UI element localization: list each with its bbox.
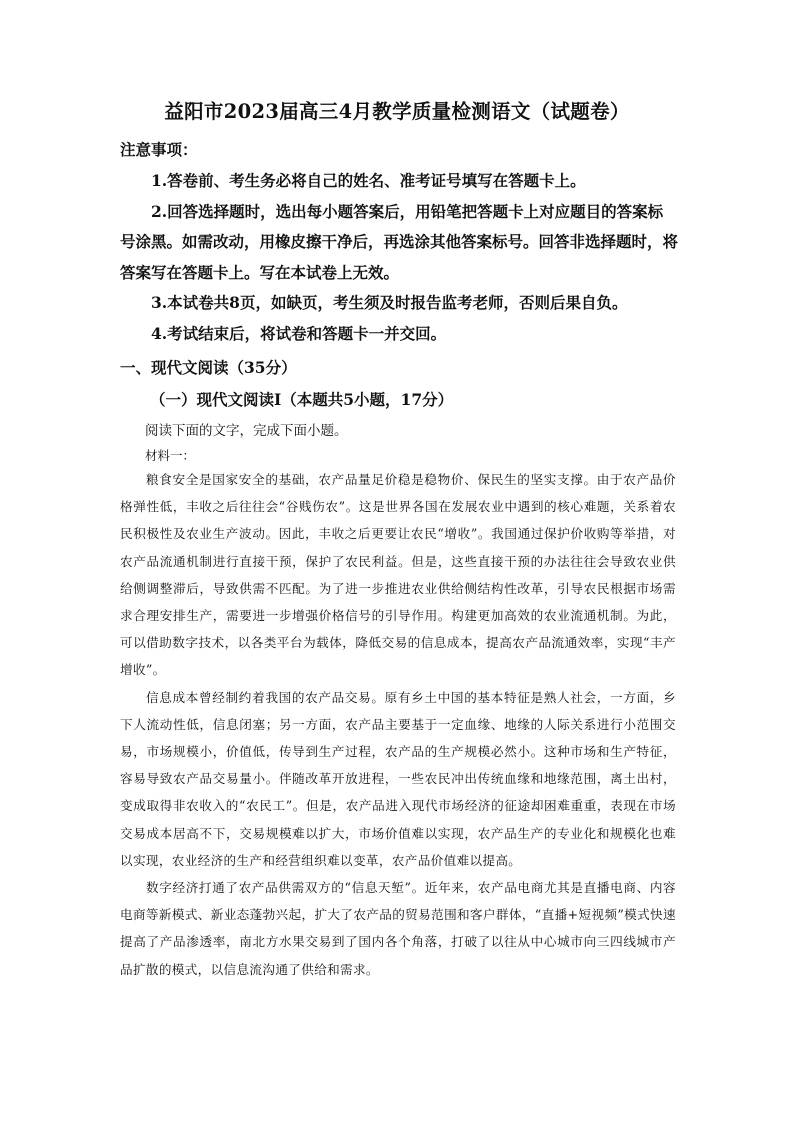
material-body (120, 466, 676, 983)
notice-item-2: 2.回答选择题时，选出每小题答案后，用铅笔把答题卡上对应题目的答案标号涂黑。如需改动，用橡皮擦干净后，再选涂其他答案标号。回答非选择题时，将答案写在答题卡上。写在本试卷上无效。 (120, 201, 679, 282)
notice-item-3: 3.本试卷共8页，如缺页，考生须及时报告监考老师，否则后果自负。 (151, 293, 628, 312)
paragraph-2: 信息成本曾经制约着我国的农产品交易。原有乡土中国的基本特征是熟人社会，一方面，乡下人流动性低，信息闭塞；另一方面，农产品主要基于一定血缘、地缘的人际关系进行小范围交易，市场规模小，价值低，传导到生产过程，农产品的生产规模必然小。这种市场和生产特征，容易导致农产品交易量小。伴随改革开放进程，一些农民冲出传统血缘和地缘范围，离土出村，变成取得非农收入的“农民工”。但是，农产品进入现代市场经济的征途却困难重重，表现在市场交易成本居高不下，交易规模难以扩大，市场价值难以实现，农产品生产的专业化和规模化也难以实现，农业经济的生产和经营组织难以变革，农产品价值难以提高。 (120, 689, 676, 868)
notice-list (120, 166, 678, 349)
notice-heading: 注意事项： (120, 140, 198, 159)
paragraph-1: 粮食安全是国家安全的基础，农产品量足价稳是稳物价、保民生的坚实支撑。由于农产品价格弹性低，丰收之后往往会“谷贱伤农”。这是世界各国在发展农业中遇到的核心难题，关系着农民积极性及农业生产波动。因此，丰收之后更要让农民“增收”。我国通过保护价收购等举措，对农产品流通机制进行直接干预，保护了农民利益。但是，这些直接干预的办法往往会导致农业供给侧调整滞后，导致供需不匹配。为了进一步推进农业供给侧结构性改革，引导农民根据市场需求合理安排生产，需要进一步增强价格信号的引导作用。构建更加高效的农业流通机制。为此，可以借助数字技术，以各类平台为载体，降低交易的信息成本，提高农产品流通效率，实现“丰产增收”。 (120, 472, 676, 678)
paragraph-3: 数字经济打通了农产品供需双方的“信息天堑”。近年来，农产品电商尤其是直播电商、内容电商等新模式、新业态蓬勃兴起，扩大了农产品的贸易范围和客户群体，“直播+短视频”模式快速提高了产品渗透率，南北方水果交易到了国内各个角落，打破了以往从中心城市向三四线城市产品扩散的模式，以信息流沟通了供给和需求。 (120, 880, 676, 977)
material-label: 材料一： (145, 448, 196, 463)
reading-instruction: 阅读下面的文字，完成下面小题。 (145, 423, 348, 439)
notice-item-4: 4.考试结束后，将试卷和答题卡一并交回。 (151, 323, 447, 343)
page-title: 益阳市2023届高三4月教学质量检测语文（试题卷） (164, 100, 630, 123)
subsection-heading: （一）现代文阅读Ⅰ（本题共5小题，17分） (150, 390, 454, 409)
section-heading: 一、现代文阅读（35分） (120, 358, 297, 377)
notice-item-1: 1.答卷前、考生务必将自己的姓名、准考证号填写在答题卡上。 (151, 171, 586, 190)
